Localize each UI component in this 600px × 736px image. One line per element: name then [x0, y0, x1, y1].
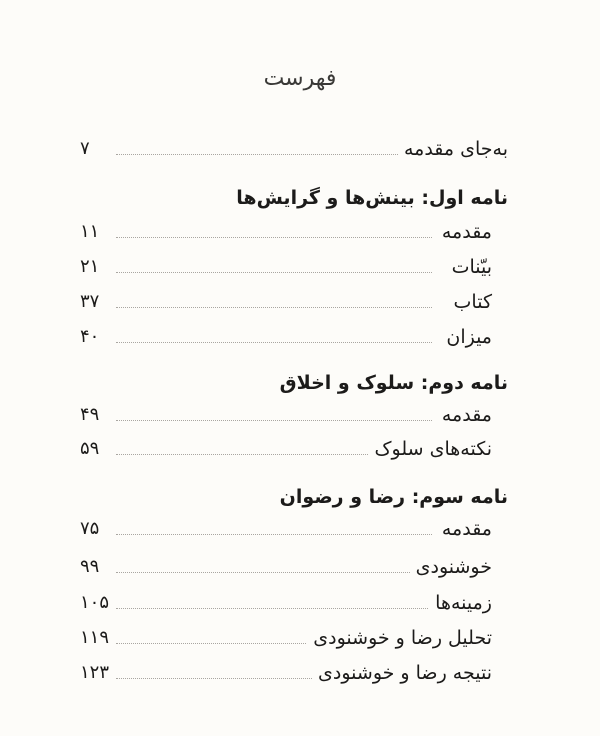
- toc-entry-label: زمینه‌ها: [429, 588, 492, 618]
- page-title: فهرست: [263, 66, 337, 91]
- toc-entry[interactable]: [80, 252, 492, 282]
- section-heading-3: نامه سوم: رضا و رضوان: [279, 486, 508, 508]
- toc-entry[interactable]: [80, 322, 492, 352]
- toc-entry-label: نکته‌های سلوک: [369, 434, 492, 464]
- toc-entry-label: تحلیل رضا و خوشنودی: [307, 623, 492, 653]
- leader-dots: [116, 237, 432, 238]
- toc-entry-page: ۱۱: [80, 217, 105, 247]
- toc-entry-page: ۳۷: [80, 287, 105, 317]
- toc-entry-page: ۹۹: [80, 552, 105, 582]
- leader-dots: [116, 342, 432, 343]
- toc-entry-label: خوشنودی: [410, 552, 492, 582]
- leader-dots: [116, 534, 432, 535]
- leader-dots: [116, 420, 432, 421]
- leader-dots: [116, 572, 432, 573]
- toc-entry[interactable]: [80, 588, 492, 618]
- toc-entry-label: مقدمه: [436, 400, 492, 430]
- toc-entry-label: بیّنات: [446, 252, 492, 282]
- toc-entry-intro[interactable]: [80, 134, 508, 164]
- toc-entry[interactable]: [80, 658, 492, 688]
- toc-entry[interactable]: [80, 217, 492, 247]
- toc-entry[interactable]: [80, 514, 492, 544]
- toc-entry-page: ۷: [80, 134, 96, 164]
- section-heading-1: نامه اول: بینش‌ها و گرایش‌ها: [236, 187, 508, 209]
- toc-entry-page: ۴۹: [80, 400, 105, 430]
- toc-entry-label: به‌جای مقدمه: [398, 134, 508, 164]
- leader-dots: [116, 272, 432, 273]
- leader-dots: [116, 608, 432, 609]
- toc-entry-page: ۴۰: [80, 322, 105, 352]
- toc-entry-page: ۷۵: [80, 514, 105, 544]
- toc-entry-page: ۱۰۵: [80, 588, 115, 618]
- toc-entry-label: مقدمه: [436, 217, 492, 247]
- section-heading-2: نامه دوم: سلوک و اخلاق: [279, 372, 508, 394]
- toc-entry[interactable]: [80, 434, 492, 464]
- toc-entry[interactable]: [80, 623, 492, 653]
- toc-entry[interactable]: [80, 287, 492, 317]
- toc-entry-label: میزان: [440, 322, 492, 352]
- toc-entry-label: کتاب: [448, 287, 492, 317]
- toc-entry-page: ۱۱۹: [80, 623, 115, 653]
- leader-dots: [116, 307, 432, 308]
- toc-entry-label: نتیجه رضا و خوشنودی: [312, 658, 492, 688]
- toc-entry[interactable]: [80, 552, 492, 582]
- toc-entry[interactable]: [80, 400, 492, 430]
- toc-entry-page: ۵۹: [80, 434, 105, 464]
- toc-entry-page: ۱۲۳: [80, 658, 115, 688]
- toc-entry-label: مقدمه: [436, 514, 492, 544]
- toc-entry-page: ۲۱: [80, 252, 105, 282]
